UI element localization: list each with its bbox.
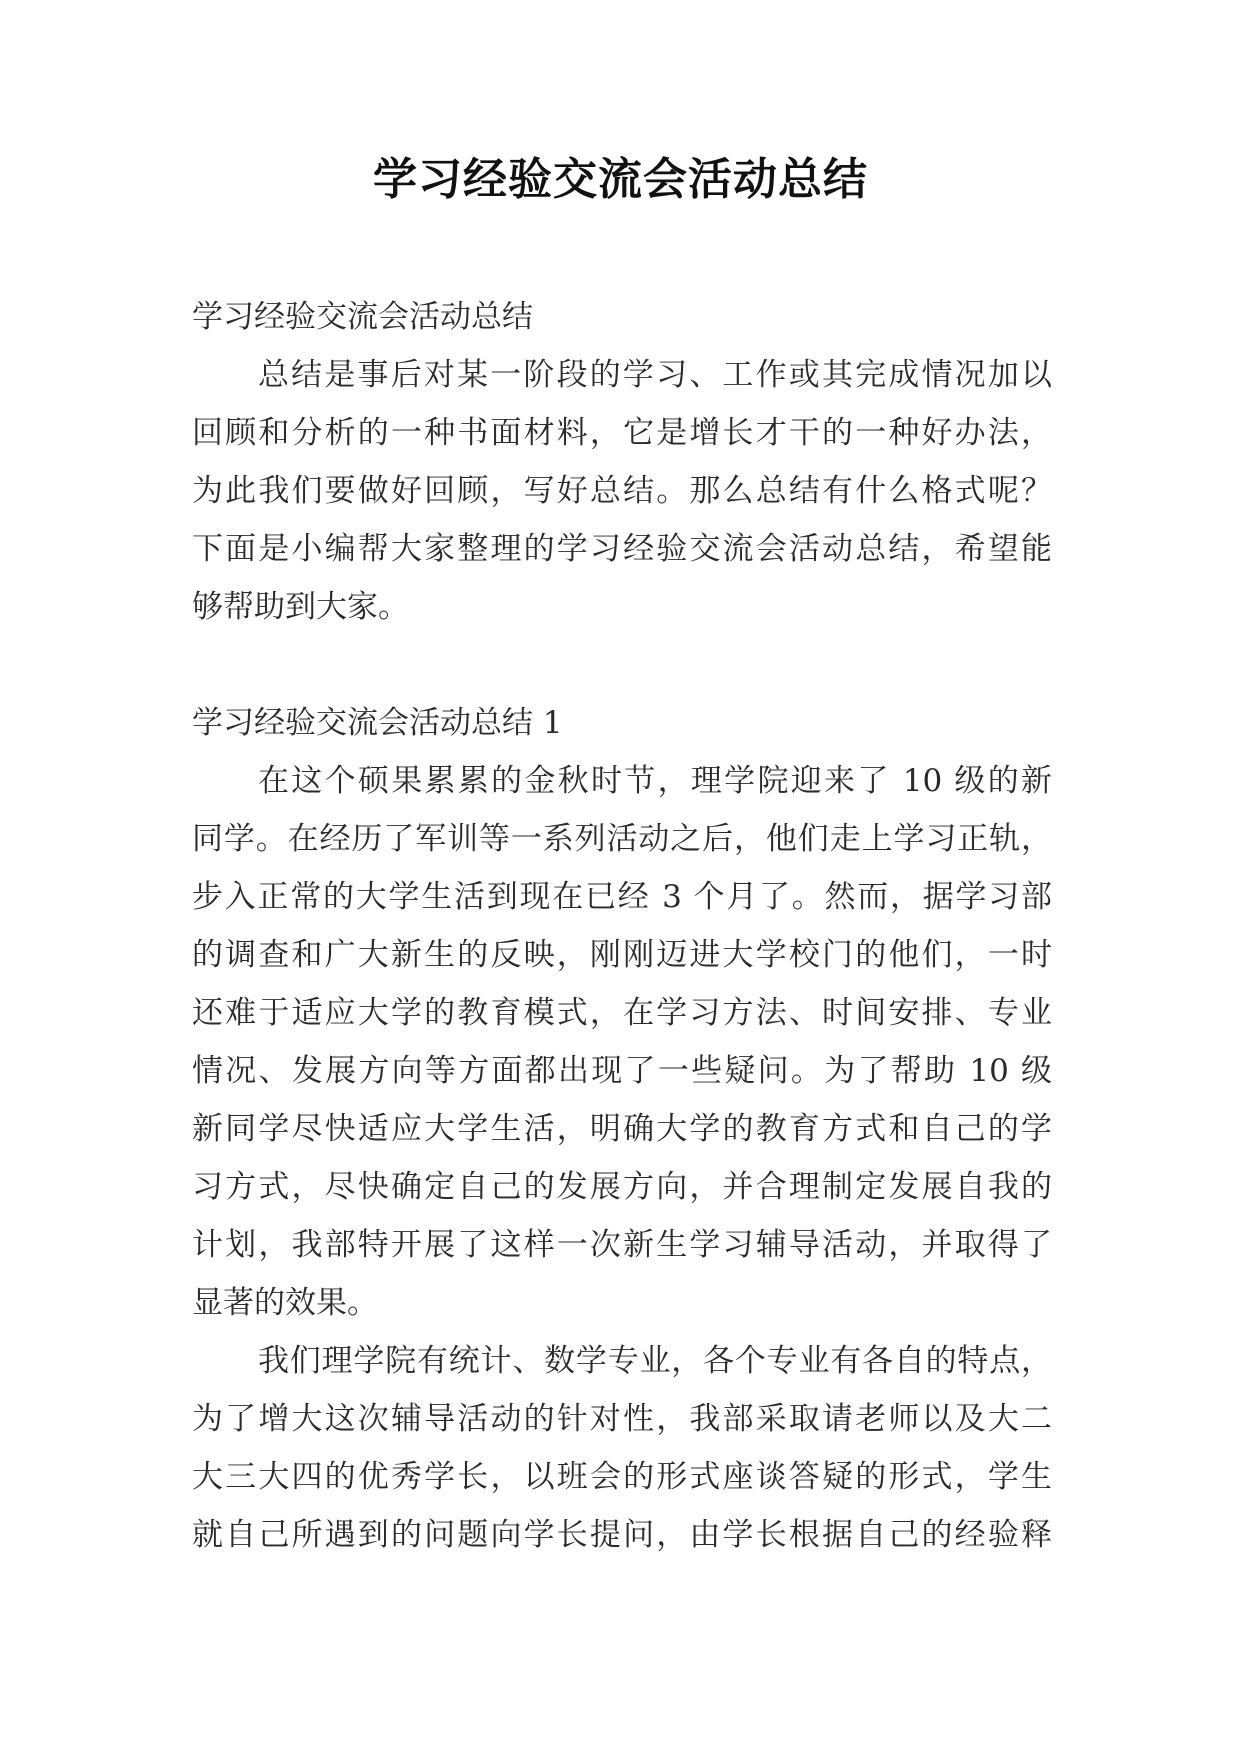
section-heading: 学习经验交流会活动总结 1	[192, 705, 563, 741]
intro-line: 总结是事后对某一阶段的学习、工作或其完成情况加以	[258, 357, 1052, 393]
section-paragraph-2	[192, 1332, 1052, 1564]
intro-line: 下面是小编帮大家整理的学习经验交流会活动总结，希望能	[192, 531, 1052, 567]
document-subtitle: 学习经验交流会活动总结	[192, 299, 533, 335]
paragraph-line: 还难于适应大学的教育模式，在学习方法、时间安排、专业	[192, 995, 1052, 1031]
paragraph-line: 在这个硕果累累的金秋时节，理学院迎来了 10 级的新	[258, 763, 1052, 799]
paragraph-line: 同学。在经历了军训等一系列活动之后，他们走上学习正轨，	[192, 821, 1052, 857]
paragraph-line: 显著的效果。	[192, 1285, 378, 1321]
paragraph-line: 计划，我部特开展了这样一次新生学习辅导活动，并取得了	[192, 1227, 1052, 1263]
section-paragraph-1	[192, 752, 1052, 1332]
paragraph-line: 为了增大这次辅导活动的针对性，我部采取请老师以及大二	[192, 1401, 1052, 1437]
paragraph-line: 我们理学院有统计、数学专业，各个专业有各自的特点，	[258, 1343, 1052, 1379]
paragraph-gap	[192, 636, 1052, 694]
intro-paragraph	[192, 346, 1052, 636]
paragraph-line: 习方式，尽快确定自己的发展方向，并合理制定发展自我的	[192, 1169, 1052, 1205]
paragraph-line: 的调查和广大新生的反映，刚刚迈进大学校门的他们，一时	[192, 937, 1052, 973]
document-title: 学习经验交流会活动总结	[373, 154, 868, 205]
intro-line: 回顾和分析的一种书面材料，它是增长才干的一种好办法，	[192, 415, 1052, 451]
document-body	[192, 288, 1052, 1564]
paragraph-line: 情况、发展方向等方面都出现了一些疑问。为了帮助 10 级	[192, 1053, 1052, 1089]
paragraph-line: 新同学尽快适应大学生活，明确大学的教育方式和自己的学	[192, 1111, 1052, 1147]
paragraph-line: 就自己所遇到的问题向学长提问，由学长根据自己的经验释	[192, 1517, 1052, 1553]
intro-line: 够帮助到大家。	[192, 589, 409, 625]
paragraph-line: 大三大四的优秀学长，以班会的形式座谈答疑的形式，学生	[192, 1459, 1052, 1495]
paragraph-line: 步入正常的大学生活到现在已经 3 个月了。然而，据学习部	[192, 879, 1052, 915]
intro-line: 为此我们要做好回顾，写好总结。那么总结有什么格式呢？	[192, 473, 1052, 509]
